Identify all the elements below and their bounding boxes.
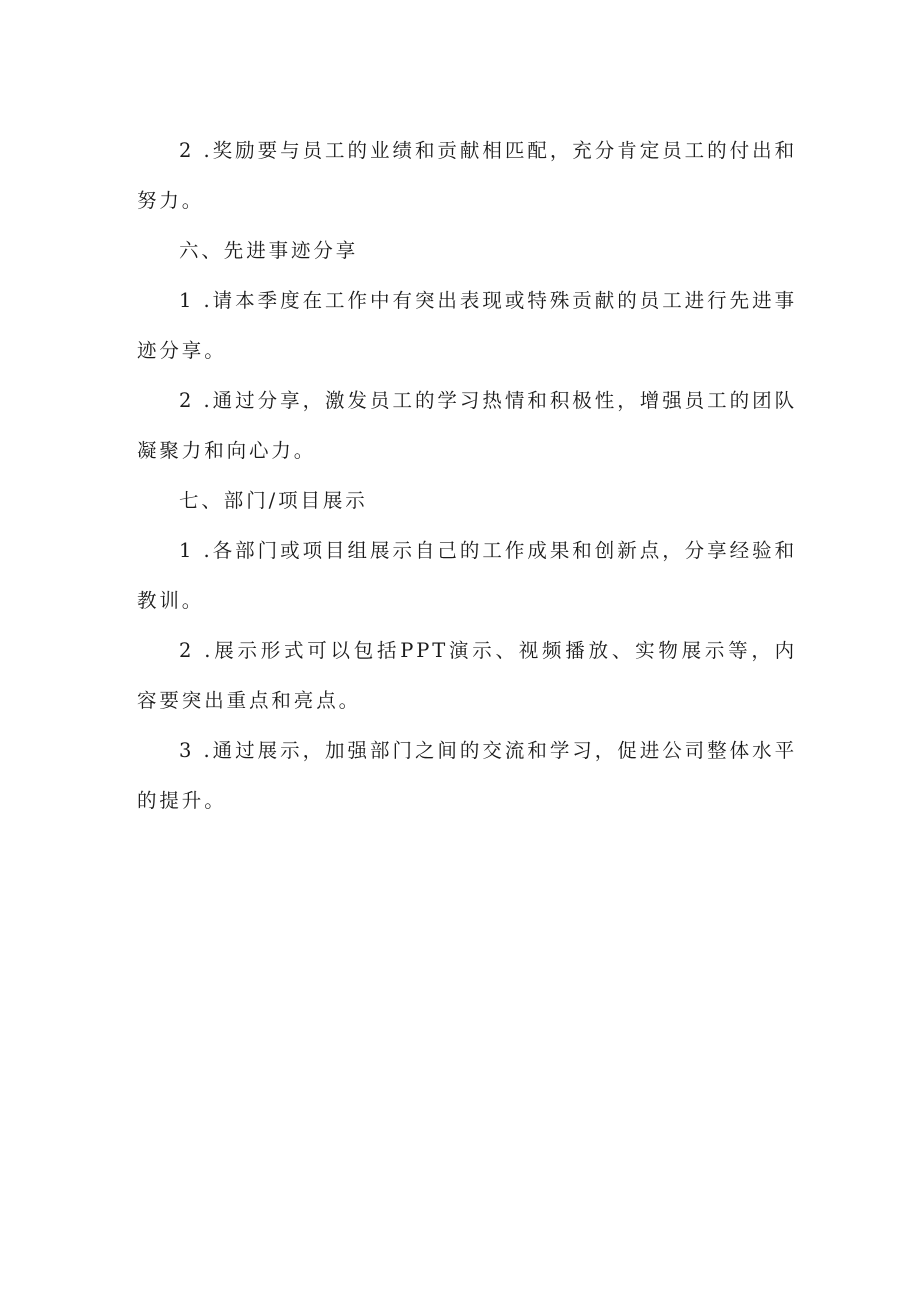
showcase-item-1: 1 .各部门或项目组展示自己的工作成果和创新点，分享经验和教训。 [137,539,797,612]
sharing-item-2: 2 .通过分享，激发员工的学习热情和积极性，增强员工的团队凝聚力和向心力。 [137,389,797,462]
showcase-item-2: 2 .展示形式可以包括PPT演示、视频播放、实物展示等，内容要突出重点和亮点。 [137,639,797,712]
showcase-item-3: 3 .通过展示，加强部门之间的交流和学习，促进公司整体水平的提升。 [137,739,797,812]
section-heading-sharing: 六、先进事迹分享 [179,239,359,262]
reward-item-2: 2 .奖励要与员工的业绩和贡献相匹配，充分肯定员工的付出和努力。 [137,139,797,212]
sharing-item-1: 1 .请本季度在工作中有突出表现或特殊贡献的员工进行先进事迹分享。 [137,289,797,362]
document-body [137,126,797,826]
section-heading-showcase: 七、部门/项目展示 [179,489,368,512]
